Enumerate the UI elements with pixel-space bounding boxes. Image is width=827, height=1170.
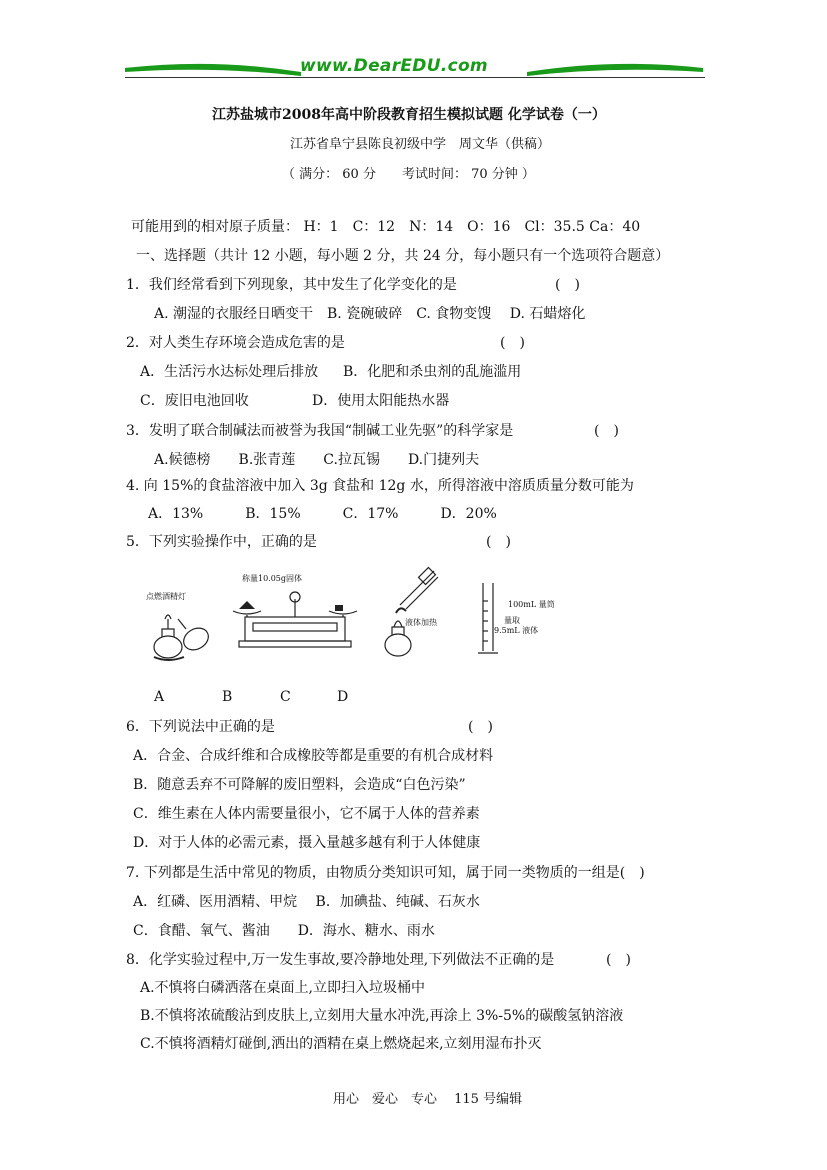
question-1-answer-paren: ( ) <box>555 277 580 293</box>
question-6-answer-paren: ( ) <box>468 719 493 735</box>
question-1-stem: 1．我们经常看到下列现象，其中发生了化学变化的是 <box>126 277 457 293</box>
figure-a-label: 点燃酒精灯 <box>146 592 186 601</box>
figure-c-label: 液体加热 <box>405 618 437 627</box>
question-5-option-b: B <box>222 689 233 705</box>
question-3-options: A.候德榜 B.张青莲 C.拉瓦锡 D.门捷列夫 <box>154 452 480 468</box>
question-6-option-b: B．随意丢弃不可降解的废旧塑料，会造成“白色污染” <box>133 777 466 793</box>
question-8-option-a: A.不慎将白磷洒落在桌面上,立即扫入垃圾桶中 <box>140 980 426 996</box>
exam-info: （ 满分： 60 分 考试时间： 70 分钟 ） <box>282 167 535 182</box>
question-5-option-d: D <box>337 689 349 705</box>
header-rule <box>125 77 705 78</box>
question-4-options: A．13% B．15% C．17% D．20% <box>148 506 497 522</box>
question-1-options: A. 潮湿的衣服经日晒变干 B. 瓷碗破碎 C. 食物变馊 D. 石蜡熔化 <box>154 306 586 322</box>
figure-b-balance <box>225 583 365 653</box>
question-5-stem: 5．下列实验操作中，正确的是 <box>126 534 317 550</box>
question-2-option-a: A．生活污水达标处理后排放 <box>140 364 319 380</box>
section-heading: 一、选择题（共计 12 小题，每小题 2 分，共 24 分，每小题只有一个选项符合题意） <box>136 248 670 264</box>
figure-b-label: 称量10.05g固体 <box>242 574 303 583</box>
question-5-option-a: A <box>154 689 165 705</box>
question-2-option-c: C．废旧电池回收 <box>140 393 249 409</box>
paper-title: 江苏盐城市2008年高中阶段教育招生模拟试题 化学试卷（一） <box>212 107 606 123</box>
figure-a-alcohol-lamps <box>148 605 218 663</box>
question-5-figure <box>140 565 555 665</box>
page-footer: 用心 爱心 专心 115 号编辑 <box>333 1092 523 1107</box>
question-8-option-c: C.不慎将酒精灯碰倒,洒出的酒精在桌上燃烧起来,立刻用湿布扑灭 <box>140 1036 542 1052</box>
question-6-stem: 6．下列说法中正确的是 <box>126 719 275 735</box>
figure-c-heating <box>376 565 446 663</box>
question-8-option-b: B.不慎将浓硫酸沾到皮肤上,立刻用大量水冲洗,再涂上 3%-5%的碳酸氢钠溶液 <box>140 1008 624 1024</box>
question-8-answer-paren: ( ) <box>606 952 631 968</box>
figure-d-label-measure: 量取 <box>504 616 520 625</box>
question-2-stem: 2．对人类生存环境会造成危害的是 <box>126 335 345 351</box>
figure-d-label-volume: 9.5mL 液体 <box>494 626 539 635</box>
question-2-option-b: B．化肥和杀虫剂的乱施滥用 <box>343 364 522 380</box>
figure-d-cylinder <box>478 581 498 659</box>
question-2-option-d: D．使用太阳能热水器 <box>312 393 450 409</box>
question-3-stem: 3．发明了联合制碱法而被誉为我国“制碱工业先驱”的科学家是 <box>126 423 514 439</box>
question-5-answer-paren: ( ) <box>486 534 511 550</box>
figure-d-label-cylinder: 100mL 量筒 <box>508 600 555 609</box>
question-6-option-c: C．维生素在人体内需要量很小，它不属于人体的营养素 <box>133 806 480 822</box>
question-3-answer-paren: ( ) <box>594 423 619 439</box>
question-8-stem: 8．化学实验过程中,万一发生事故,要冷静地处理,下列做法不正确的是 <box>126 952 555 968</box>
question-6-option-a: A．合金、合成纤维和合成橡胶等都是重要的有机合成材料 <box>133 748 494 764</box>
question-2-answer-paren: ( ) <box>500 335 525 351</box>
question-6-option-d: D．对于人体的必需元素，摄入量越多越有利于人体健康 <box>133 835 481 851</box>
question-7-options-cd: C．食醋、氧气、酱油 D．海水、糖水、雨水 <box>133 923 435 939</box>
question-5-option-c: C <box>280 689 291 705</box>
question-7-stem: 7. 下列都是生活中常见的物质，由物质分类知识可知，属于同一类物质的一组是( ) <box>126 865 645 881</box>
brand-logo: www.DearEDU.com <box>300 56 488 76</box>
atomic-masses: 可能用到的相对原子质量： H：1 C：12 N：14 O：16 Cl：35.5 Ca：40 <box>131 219 641 235</box>
paper-author: 江苏省阜宁县陈良初级中学 周文华（供稿） <box>290 137 551 152</box>
question-7-options-ab: A．红磷、医用酒精、甲烷 B．加碘盐、纯碱、石灰水 <box>133 894 480 910</box>
question-4-stem: 4. 向 15%的食盐溶液中加入 3g 食盐和 12g 水，所得溶液中溶质质量分数可能为 <box>126 478 634 494</box>
